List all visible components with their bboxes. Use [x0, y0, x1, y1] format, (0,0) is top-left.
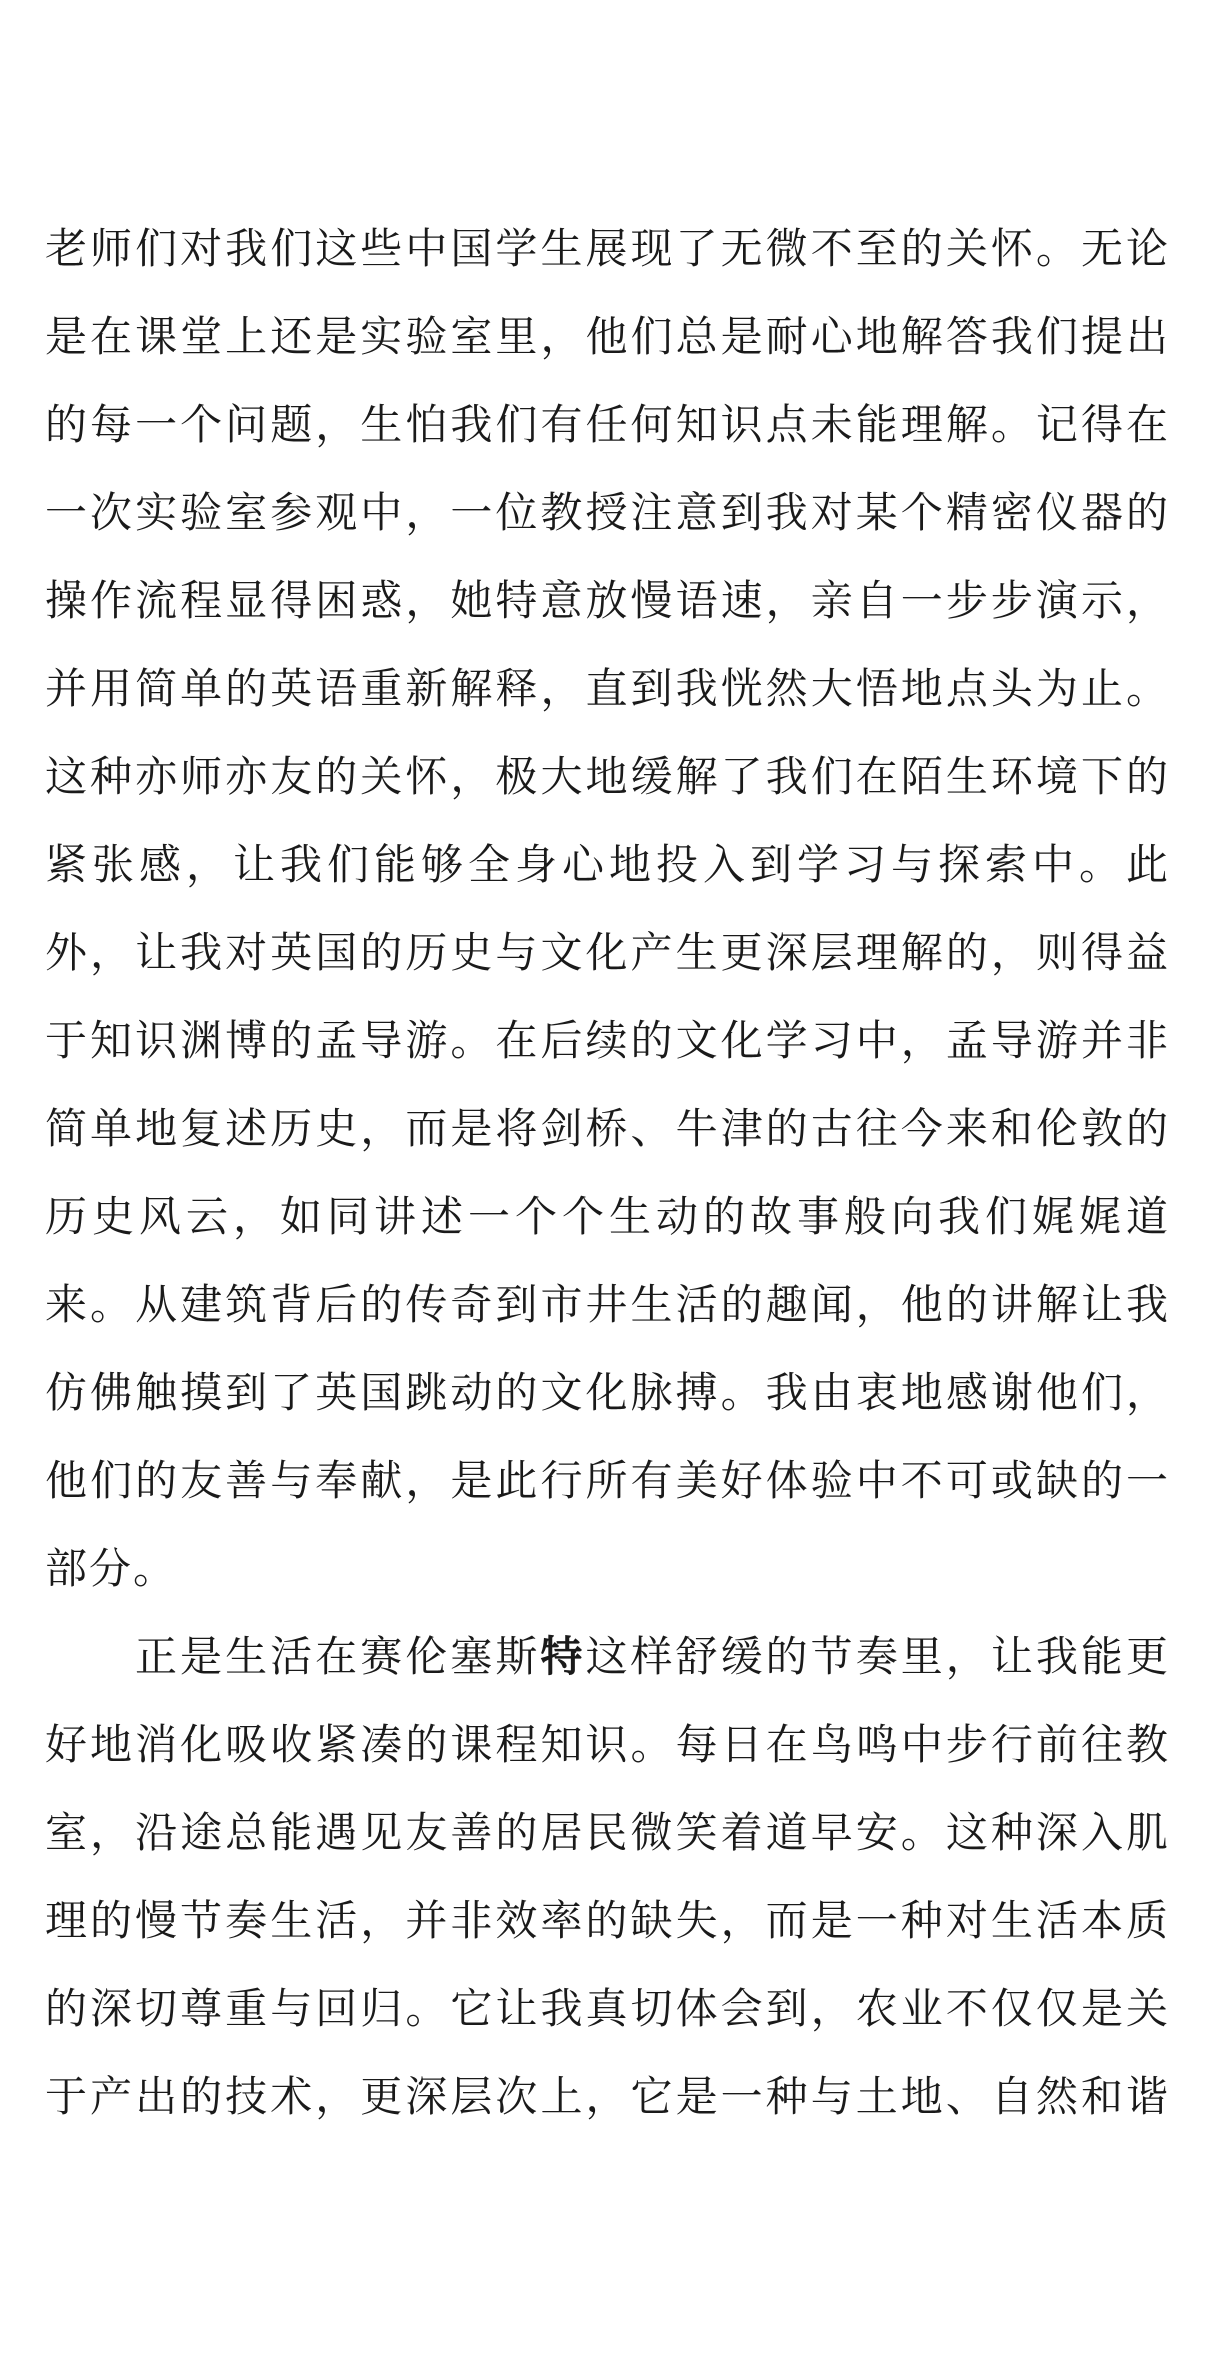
text-line: 一次实验室参观中，一位教授注意到我对某个精密仪器的 — [45, 491, 1170, 537]
text-line: 简单地复述历史，而是将剑桥、牛津的古往今来和伦敦的 — [45, 1107, 1170, 1153]
text-line: 于知识渊博的孟导游。在后续的文化学习中，孟导游并非 — [45, 1019, 1170, 1065]
text-line: 仿佛触摸到了英国跳动的文化脉搏。我由衷地感谢他们， — [45, 1371, 1170, 1417]
document-text — [45, 206, 1170, 2142]
text-line: 来。从建筑背后的传奇到市井生活的趣闻，他的讲解让我 — [45, 1283, 1170, 1329]
text-line: 室，沿途总能遇见友善的居民微笑着道早安。这种深入肌 — [45, 1811, 1170, 1857]
text-line: 他们的友善与奉献，是此行所有美好体验中不可或缺的一 — [45, 1459, 1170, 1505]
text-line: 于产出的技术，更深层次上，它是一种与土地、自然和谐 — [45, 2075, 1170, 2121]
paragraph — [45, 206, 1170, 1614]
text-line: 的每一个问题，生怕我们有任何知识点未能理解。记得在 — [45, 403, 1170, 449]
text-line: 好地消化吸收紧凑的课程知识。每日在鸟鸣中步行前往教 — [45, 1723, 1170, 1769]
text-line: 外，让我对英国的历史与文化产生更深层理解的，则得益 — [45, 931, 1170, 977]
text-line: 正是生活在赛伦塞斯特这样舒缓的节奏里，让我能更 — [135, 1635, 1170, 1681]
bold-text: 特 — [540, 1635, 586, 1681]
text-line: 部分。 — [45, 1547, 178, 1593]
text-line: 的深切尊重与回归。它让我真切体会到，农业不仅仅是关 — [45, 1987, 1170, 2033]
text-line: 操作流程显得困惑，她特意放慢语速，亲自一步步演示， — [45, 579, 1170, 625]
text-line: 紧张感，让我们能够全身心地投入到学习与探索中。此 — [45, 843, 1170, 889]
text-line: 老师们对我们这些中国学生展现了无微不至的关怀。无论 — [45, 227, 1170, 273]
text-line: 理的慢节奏生活，并非效率的缺失，而是一种对生活本质 — [45, 1899, 1170, 1945]
text-line: 是在课堂上还是实验室里，他们总是耐心地解答我们提出 — [45, 315, 1170, 361]
paragraph — [45, 1614, 1170, 2142]
text-line: 这种亦师亦友的关怀，极大地缓解了我们在陌生环境下的 — [45, 755, 1170, 801]
text-line: 历史风云，如同讲述一个个生动的故事般向我们娓娓道 — [45, 1195, 1170, 1241]
text-line: 并用简单的英语重新解释，直到我恍然大悟地点头为止。 — [45, 667, 1170, 713]
